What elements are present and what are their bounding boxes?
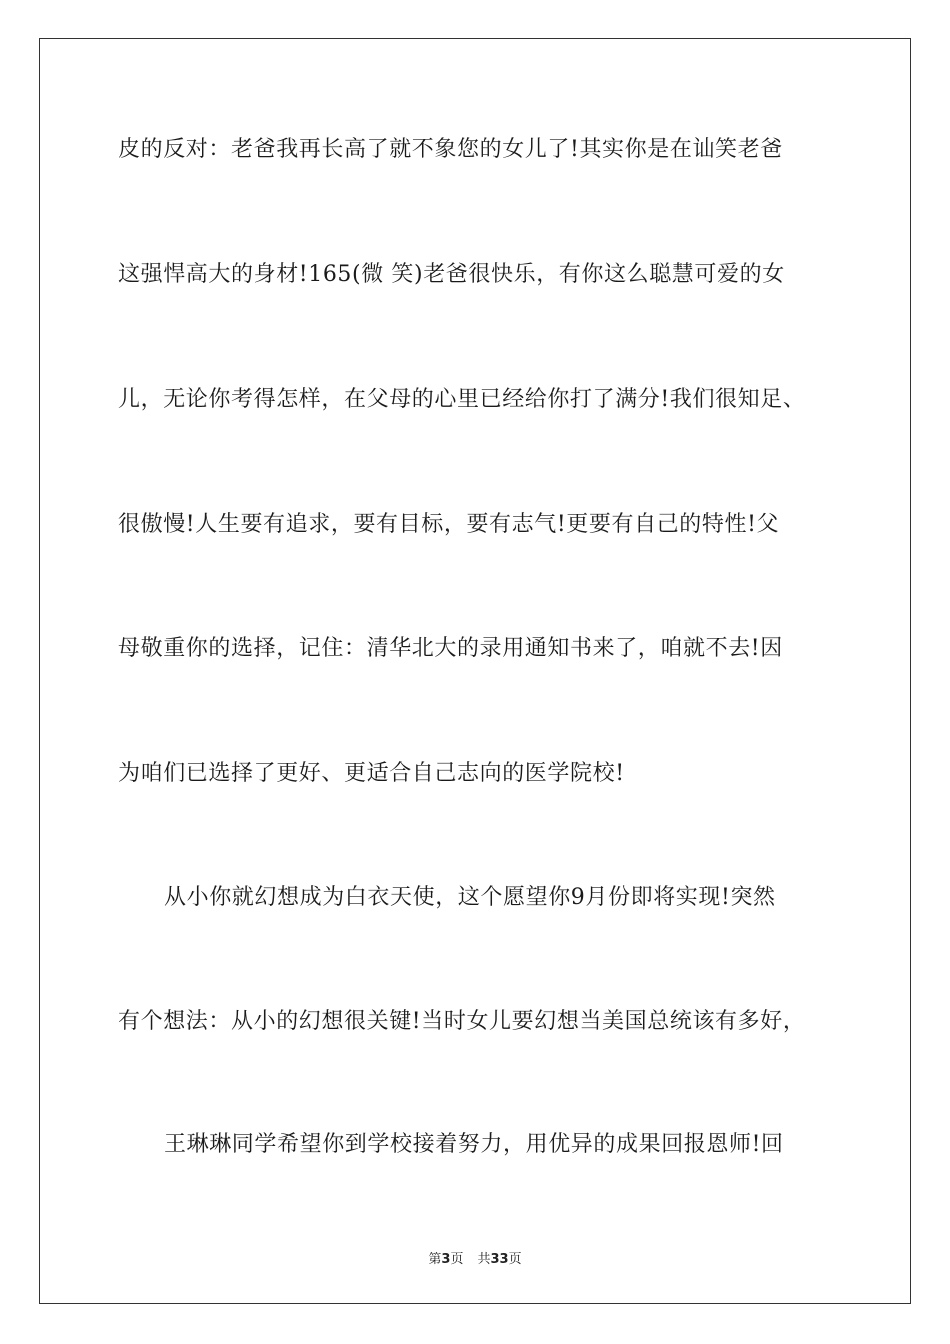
page-frame: [39, 38, 911, 1304]
text-line-1: 皮的反对：老爸我再长高了就不象您的女儿了!其实你是在讪笑老爸: [118, 137, 783, 162]
page-footer: [0, 1248, 950, 1267]
text-line-8: 有个想法：从小的幻想很关键!当时女儿要幻想当美国总统该有多好，: [118, 1009, 806, 1034]
total-suffix: 页: [508, 1252, 522, 1267]
text-line-5: 母敬重你的选择，记住：清华北大的录用通知书来了，咱就不去!因: [118, 636, 783, 661]
page-suffix: 页: [450, 1252, 464, 1267]
page-prefix: 第: [428, 1252, 442, 1267]
text-line-9: 王琳琳同学希望你到学校接着努力，用优异的成果回报恩师!回: [164, 1132, 784, 1157]
page-total: 33: [490, 1252, 509, 1267]
text-line-2: 这强悍高大的身材!165(微 笑)老爸很快乐，有你这么聪慧可爱的女: [118, 262, 785, 287]
page-current: 3: [441, 1252, 451, 1267]
text-line-6: 为咱们已选择了更好、更适合自己志向的医学院校!: [118, 761, 625, 786]
text-line-7: 从小你就幻想成为白衣天使，这个愿望你9月份即将实现!突然: [164, 885, 776, 910]
total-prefix: 共: [477, 1252, 491, 1267]
text-line-4: 很傲慢!人生要有追求，要有目标，要有志气!更要有自己的特性!父: [118, 512, 780, 537]
text-line-3: 儿，无论你考得怎样，在父母的心里已经给你打了满分!我们很知足、: [118, 387, 806, 412]
